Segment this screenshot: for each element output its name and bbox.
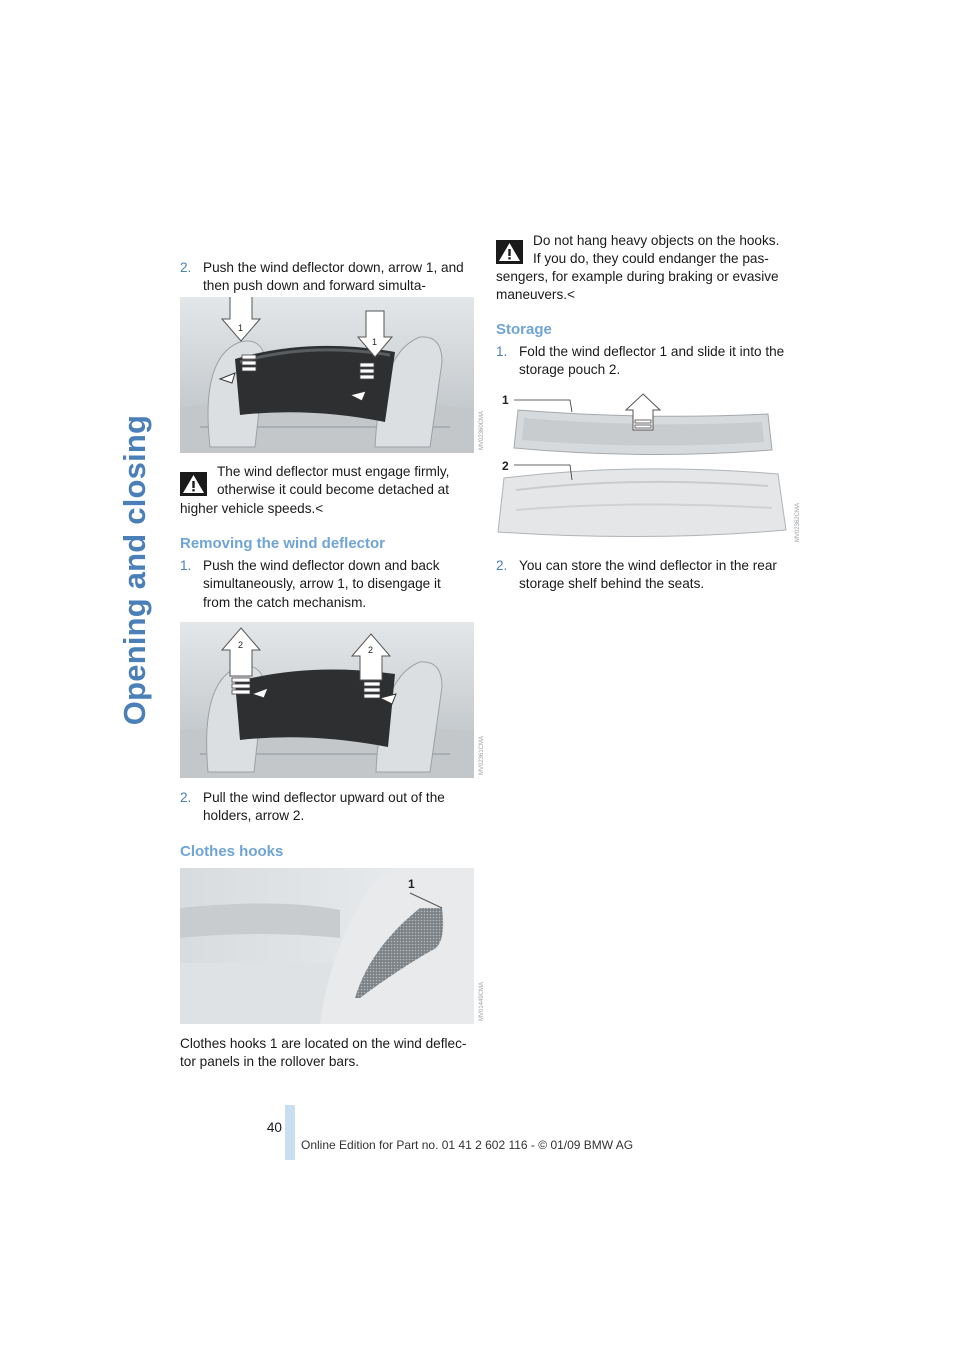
image-code: MV02360CMA [479,410,485,450]
heading-removing-wind-deflector: Removing the wind deflector [180,535,386,552]
storage-svg [496,390,790,544]
arrow-label: 1 [238,323,244,333]
warning-text-1-end: higher vehicle speeds.< [180,501,324,516]
text-line: You can store the wind deflector in the rear [519,558,777,573]
text-line: tor panels in the rollover bars. [180,1054,360,1070]
image-code: MV02361CMA [479,735,485,775]
step-number: 2. [180,260,192,275]
section-side-title [113,230,157,910]
text-line: Push the wind deflector down and back [203,558,440,573]
warning-text-1 [217,463,482,500]
illustration-clothes-hooks [180,868,474,1024]
text-line: Push the wind deflector down, arrow 1, and [203,260,464,275]
text-line: Pull the wind deflector upward out of the [203,790,445,805]
text-line: The wind deflector must engage firmly, [217,464,450,479]
warning-text-2-cont [496,268,796,305]
page-number: 40 [266,1120,282,1135]
text-line: from the catch mechanism. [203,594,367,610]
text-line: storage pouch 2. [519,362,621,378]
text-line: holders, arrow 2. [203,808,305,824]
footer-accent-bar [285,1105,295,1160]
callout-label: 1 [502,393,509,407]
step-number: 1. [180,558,192,573]
side-title-text: Opening and closing [117,414,152,726]
text-line: then push down and forward simulta- [203,278,426,294]
illustration-wind-deflector-install [180,297,474,453]
text-line: maneuvers.< [496,287,575,303]
text-line: otherwise it could become detached at [217,482,449,498]
text-line: Clothes hooks 1 are located on the wind deflec- [180,1036,467,1051]
text-line: storage shelf behind the seats. [519,576,705,592]
text-line: Do not hang heavy objects on the hooks. [533,233,780,248]
text-line: If you do, they could endanger the pas- [533,251,769,267]
image-code: MV01449CMA [479,981,485,1021]
footer-edition-note: Online Edition for Part no. 01 41 2 602 116 - © 01/09 BMW AG [301,1138,634,1152]
arrow-label: 2 [238,640,244,650]
install-illustration-svg [180,297,474,453]
clothes-hooks-description [180,1035,490,1072]
text-line: simultaneously, arrow 1, to disengage it [203,576,441,592]
warning-icon [496,240,523,264]
arrow-label: 2 [368,645,374,655]
step-number: 1. [496,344,508,359]
step-number: 2. [180,790,192,805]
arrow-label: 1 [372,337,378,347]
warning-icon [180,472,207,496]
clothes-hooks-svg [180,868,474,1024]
text-line: Fold the wind deflector 1 and slide it into the [519,344,785,359]
illustration-storage-pouch [496,390,790,544]
warning-text-2 [533,232,793,269]
image-code: MV02362CMA [795,502,801,542]
illustration-wind-deflector-remove [180,622,474,778]
remove-illustration-svg [180,622,474,778]
text-line: sengers, for example during braking or evasive [496,269,779,284]
callout-label: 2 [502,459,509,473]
heading-storage: Storage [496,321,552,338]
callout-label: 1 [408,877,415,891]
heading-clothes-hooks: Clothes hooks [180,843,284,860]
step-number: 2. [496,558,508,573]
